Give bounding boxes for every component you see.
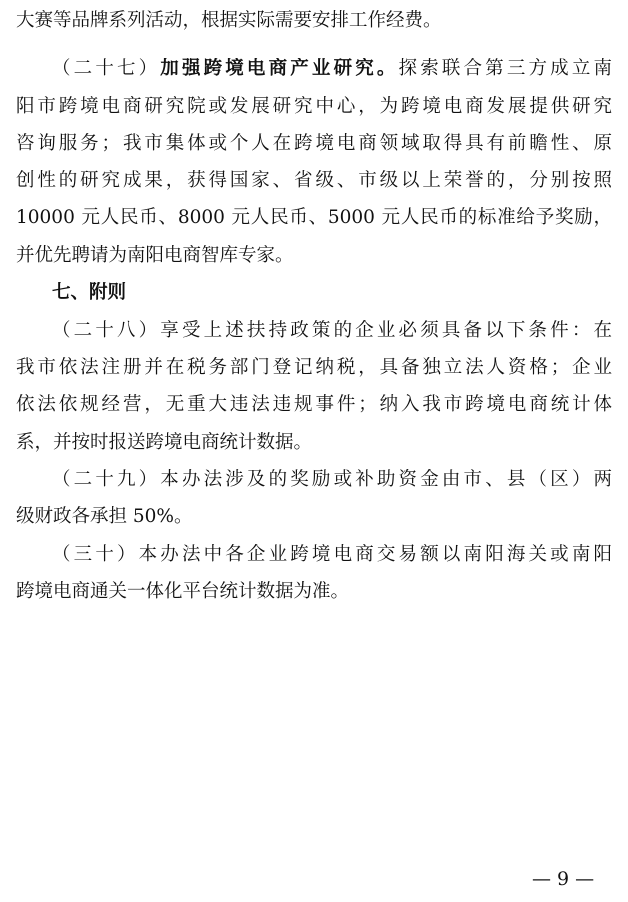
text-line-6: 10000 元人民币、8000 元人民币、5000 元人民币的标准给予奖励，	[16, 207, 612, 228]
text-line-4: 咨询服务；我市集体或个人在跨境电商领域取得具有前瞻性、原	[16, 133, 612, 154]
text-line-10: 我市依法注册并在税务部门登记纳税，具备独立法人资格；企业	[16, 357, 612, 378]
section-heading-appendix: 七、附则	[52, 282, 127, 303]
article-29-line-1: （二十九）本办法涉及的奖励或补助资金由市、县（区）两	[52, 469, 612, 490]
text-line-1: 大赛等品牌系列活动，根据实际需要安排工作经费。	[16, 10, 442, 31]
text-line-7: 并优先聘请为南阳电商智库专家。	[16, 245, 294, 266]
article-27-line-1	[52, 58, 612, 80]
page-number: — 9 —	[532, 868, 595, 890]
article-28-line-1: （二十八）享受上述扶持政策的企业必须具备以下条件：在	[52, 320, 612, 341]
article-27-text-start: 探索联合第三方成立南	[398, 58, 612, 79]
text-line-14: 级财政各承担 50%。	[16, 506, 193, 527]
article-27-number: （二十七）	[52, 58, 161, 79]
text-line-12: 系，并按时报送跨境电商统计数据。	[16, 432, 313, 453]
article-27-heading: 加强跨境电商产业研究。	[160, 58, 399, 79]
text-line-5: 创性的研究成果，获得国家、省级、市级以上荣誉的，分别按照	[16, 170, 612, 191]
text-line-3: 阳市跨境电商研究院或发展研究中心，为跨境电商发展提供研究	[16, 96, 612, 117]
article-30-line-1: （三十）本办法中各企业跨境电商交易额以南阳海关或南阳	[52, 544, 612, 565]
text-line-16: 跨境电商通关一体化平台统计数据为准。	[16, 581, 350, 602]
text-line-11: 依法依规经营，无重大违法违规事件；纳入我市跨境电商统计体	[16, 394, 612, 415]
